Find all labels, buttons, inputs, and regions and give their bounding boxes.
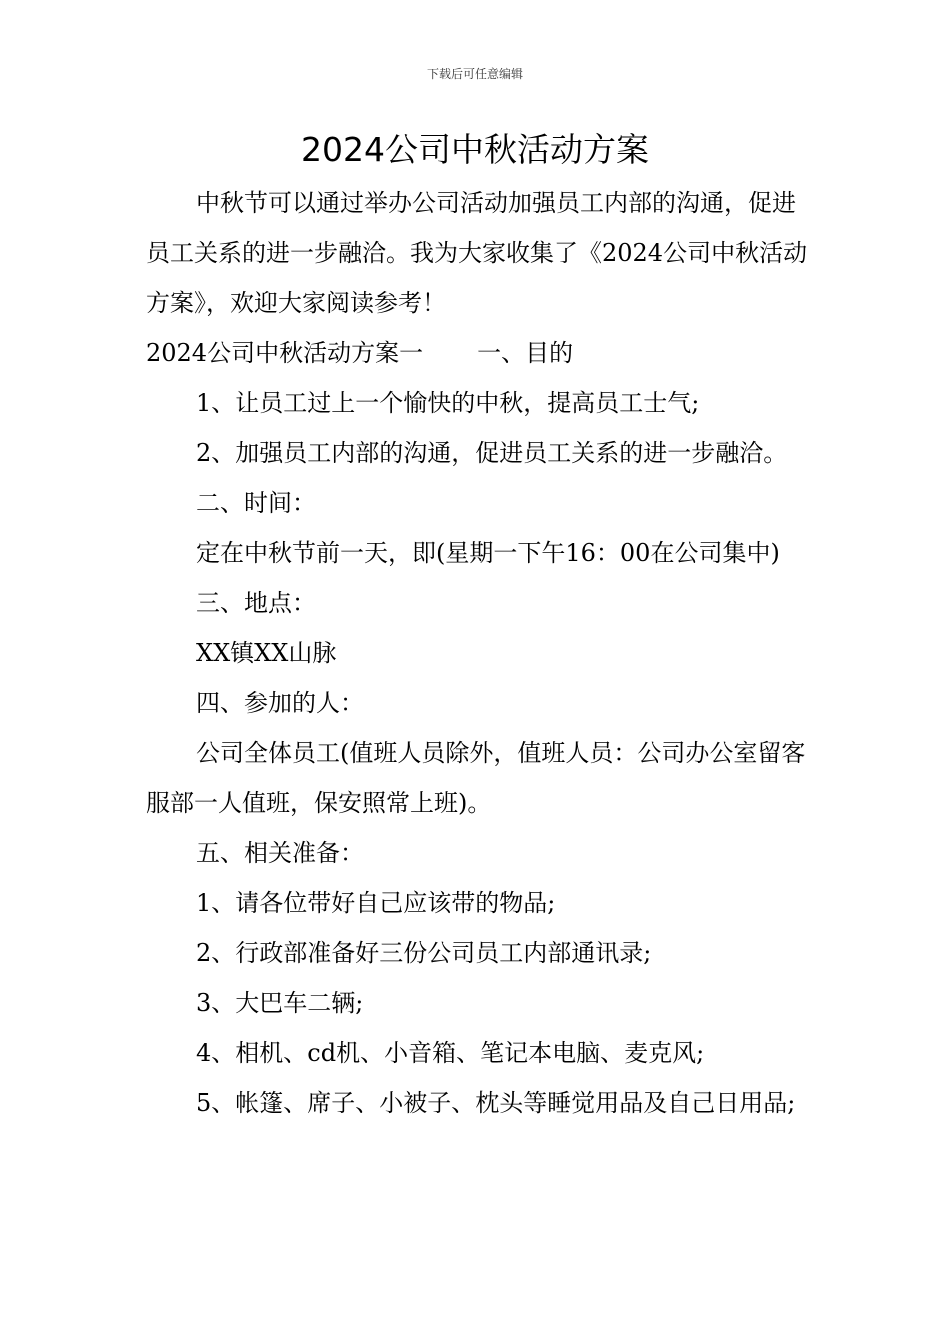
prep-item: 2、行政部准备好三份公司员工内部通讯录; — [196, 939, 652, 967]
section-place-heading: 三、地点： — [196, 589, 316, 617]
people-paragraph: 公司全体员工(值班人员除外，值班人员：公司办公室留客服部一人值班，保安照常上班)。 — [146, 739, 806, 817]
section-time-heading: 二、时间： — [196, 489, 316, 517]
intro-paragraph: 中秋节可以通过举办公司活动加强员工内部的沟通，促进员工关系的进一步融洽。我为大家收集了《2024公司中秋活动方案》，欢迎大家阅读参考！ — [146, 189, 808, 317]
page-header-note: 下载后可任意编辑 — [426, 67, 523, 81]
prep-item: 1、请各位带好自己应该带的物品; — [196, 889, 556, 917]
document-body — [146, 178, 810, 1128]
plan-heading-line — [146, 328, 810, 378]
purpose-item-1: 1、让员工过上一个愉快的中秋，提高员工士气; — [196, 389, 700, 417]
prep-item: 3、大巴车二辆; — [196, 989, 364, 1017]
section-prep-heading: 五、相关准备： — [196, 839, 364, 867]
time-paragraph: 定在中秋节前一天，即(星期一下午16：00在公司集中) — [196, 539, 780, 567]
purpose-item-2: 2、加强员工内部的沟通，促进员工关系的进一步融洽。 — [196, 439, 788, 467]
document-title: 2024公司中秋活动方案 — [301, 130, 649, 169]
prep-item: 4、相机、cd机、小音箱、笔记本电脑、麦克风; — [196, 1039, 705, 1067]
section-people-heading: 四、参加的人： — [196, 689, 364, 717]
prep-item: 5、帐篷、席子、小被子、枕头等睡觉用品及自己日用品; — [196, 1089, 796, 1117]
plan-heading: 2024公司中秋活动方案一 — [146, 339, 424, 367]
section-purpose-heading: 一、目的 — [477, 339, 574, 367]
place-paragraph: XX镇XX山脉 — [196, 639, 337, 667]
